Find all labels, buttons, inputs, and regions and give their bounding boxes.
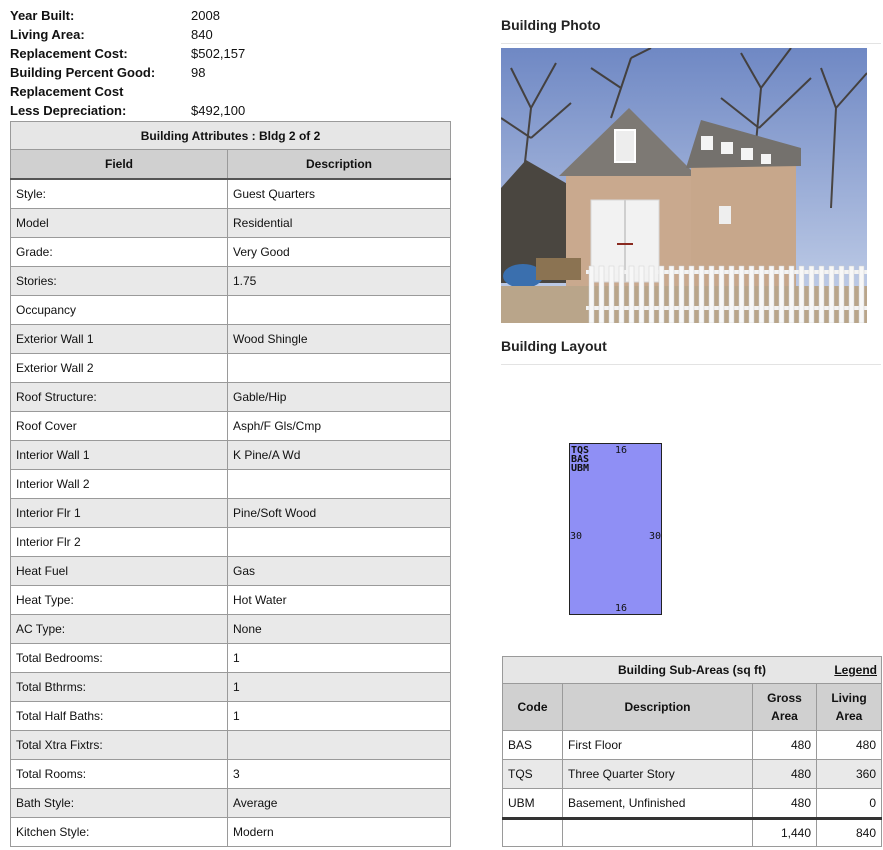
- table-row: [11, 383, 451, 412]
- sketch-code-bas: BAS: [571, 454, 590, 465]
- year-built-value: 2008: [191, 8, 220, 23]
- gross-area-cell: 480: [753, 760, 817, 789]
- percent-good-label: Building Percent Good:: [10, 65, 156, 80]
- field-cell: Grade:: [11, 238, 228, 267]
- description-cell: Guest Quarters: [228, 179, 451, 209]
- field-cell: Kitchen Style:: [11, 818, 228, 847]
- description-cell: Gas: [228, 557, 451, 586]
- field-cell: Heat Fuel: [11, 557, 228, 586]
- percent-good-row: [10, 63, 440, 82]
- description-cell: Three Quarter Story: [563, 760, 753, 789]
- table-row: [11, 238, 451, 267]
- table-row: [11, 296, 451, 325]
- description-cell: Very Good: [228, 238, 451, 267]
- table-row: [11, 528, 451, 557]
- table-row: [503, 760, 882, 789]
- sketch-code-tqs: TQS: [571, 445, 590, 456]
- field-cell: Total Rooms:: [11, 760, 228, 789]
- living-area-value: 840: [191, 27, 213, 42]
- subareas-header-row: [503, 684, 882, 731]
- description-cell: First Floor: [563, 731, 753, 760]
- rcld-value: $492,100: [191, 103, 246, 118]
- description-cell: Average: [228, 789, 451, 818]
- sketch-code-ubm: UBM: [571, 463, 590, 474]
- sketch-dim-bottom: 16: [615, 603, 628, 614]
- layout-title-divider: [501, 364, 881, 365]
- gross-header-line1: Gross: [767, 691, 802, 705]
- rcld-label-row: [10, 82, 440, 101]
- attributes-caption-row: [11, 122, 451, 150]
- description-cell: Modern: [228, 818, 451, 847]
- replacement-cost-row: [10, 44, 440, 63]
- description-column-header: Description: [563, 684, 753, 731]
- field-cell: Interior Flr 2: [11, 528, 228, 557]
- sketch-dim-left: 30: [570, 531, 583, 542]
- description-cell: Residential: [228, 209, 451, 238]
- table-row: [503, 731, 882, 760]
- building-summary: [10, 6, 440, 120]
- table-row: [11, 325, 451, 354]
- description-cell: 1: [228, 644, 451, 673]
- table-row: [11, 412, 451, 441]
- total-gross-area: 1,440: [753, 819, 817, 847]
- living-header-line1: Living: [831, 691, 867, 705]
- replacement-cost-value: $502,157: [191, 46, 246, 61]
- description-cell: [228, 354, 451, 383]
- subareas-caption-cell: [503, 657, 882, 684]
- field-cell: AC Type:: [11, 615, 228, 644]
- description-cell: Pine/Soft Wood: [228, 499, 451, 528]
- replacement-cost-label: Replacement Cost:: [10, 46, 128, 61]
- living-area-cell: 360: [817, 760, 882, 789]
- description-cell: K Pine/A Wd: [228, 441, 451, 470]
- field-cell: Bath Style:: [11, 789, 228, 818]
- field-cell: Model: [11, 209, 228, 238]
- living-area-row: [10, 25, 440, 44]
- code-cell: UBM: [503, 789, 563, 819]
- field-cell: Stories:: [11, 267, 228, 296]
- description-column-header: Description: [228, 150, 451, 180]
- field-column-header: Field: [11, 150, 228, 180]
- field-cell: Total Xtra Fixtrs:: [11, 731, 228, 760]
- table-row: [11, 470, 451, 499]
- table-row: [11, 644, 451, 673]
- rcld-label-line1: Replacement Cost: [10, 84, 124, 99]
- description-cell: Gable/Hip: [228, 383, 451, 412]
- description-cell: 1: [228, 673, 451, 702]
- table-row: [11, 209, 451, 238]
- description-cell: Hot Water: [228, 586, 451, 615]
- field-cell: Exterior Wall 2: [11, 354, 228, 383]
- code-column-header: Code: [503, 684, 563, 731]
- table-row: [11, 673, 451, 702]
- photo-title-divider: [501, 43, 881, 44]
- table-row: [11, 441, 451, 470]
- table-row: [11, 702, 451, 731]
- table-row: [11, 789, 451, 818]
- table-row: [11, 586, 451, 615]
- sketch-dim-right: 30: [649, 531, 662, 542]
- living-header-line2: Area: [835, 709, 863, 723]
- attributes-header-row: [11, 150, 451, 180]
- subareas-caption-row: [503, 657, 882, 684]
- building-photo-image: [501, 48, 867, 323]
- building-layout-sketch: [569, 443, 662, 615]
- table-row: [11, 731, 451, 760]
- rcld-label-line2: Less Depreciation:: [10, 103, 127, 118]
- description-cell: [228, 296, 451, 325]
- table-row: [11, 354, 451, 383]
- field-cell: Roof Structure:: [11, 383, 228, 412]
- table-row: [11, 179, 451, 209]
- field-cell: Exterior Wall 1: [11, 325, 228, 354]
- field-cell: Roof Cover: [11, 412, 228, 441]
- description-cell: Asph/F Gls/Cmp: [228, 412, 451, 441]
- building-attributes-table: [10, 121, 451, 847]
- field-cell: Interior Wall 1: [11, 441, 228, 470]
- field-cell: Total Half Baths:: [11, 702, 228, 731]
- description-cell: Wood Shingle: [228, 325, 451, 354]
- legend-link[interactable]: Legend: [834, 663, 877, 677]
- living-area-cell: 480: [817, 731, 882, 760]
- living-area-cell: 0: [817, 789, 882, 819]
- sketch-dim-top: 16: [615, 445, 628, 456]
- gross-area-column-header: [753, 684, 817, 731]
- percent-good-value: 98: [191, 65, 206, 80]
- year-built-row: [10, 6, 440, 25]
- table-row: [11, 267, 451, 296]
- building-layout-title: Building Layout: [501, 338, 607, 354]
- gross-area-cell: 480: [753, 789, 817, 819]
- description-cell: 1: [228, 702, 451, 731]
- building-photo-title: Building Photo: [501, 17, 601, 33]
- description-cell: 1.75: [228, 267, 451, 296]
- table-row: [503, 789, 882, 819]
- table-row: [11, 557, 451, 586]
- description-cell: [228, 731, 451, 760]
- table-row: [11, 499, 451, 528]
- description-cell: None: [228, 615, 451, 644]
- subareas-caption: Building Sub-Areas (sq ft): [618, 663, 766, 677]
- table-row: [11, 818, 451, 847]
- gross-header-line2: Area: [771, 709, 798, 723]
- field-cell: Heat Type:: [11, 586, 228, 615]
- totals-row: [503, 819, 882, 847]
- building-photo: [501, 48, 867, 323]
- code-cell: BAS: [503, 731, 563, 760]
- total-description-cell: [563, 819, 753, 847]
- rcld-row: [10, 101, 440, 120]
- field-cell: Interior Flr 1: [11, 499, 228, 528]
- table-row: [11, 760, 451, 789]
- field-cell: Occupancy: [11, 296, 228, 325]
- attributes-caption: Building Attributes : Bldg 2 of 2: [11, 122, 451, 150]
- field-cell: Total Bthrms:: [11, 673, 228, 702]
- description-cell: Basement, Unfinished: [563, 789, 753, 819]
- total-living-area: 840: [817, 819, 882, 847]
- field-cell: Total Bedrooms:: [11, 644, 228, 673]
- field-cell: Style:: [11, 179, 228, 209]
- code-cell: TQS: [503, 760, 563, 789]
- total-code-cell: [503, 819, 563, 847]
- description-cell: [228, 470, 451, 499]
- building-subareas-table: [502, 656, 882, 847]
- field-cell: Interior Wall 2: [11, 470, 228, 499]
- description-cell: 3: [228, 760, 451, 789]
- living-area-label: Living Area:: [10, 27, 85, 42]
- table-row: [11, 615, 451, 644]
- description-cell: [228, 528, 451, 557]
- living-area-column-header: [817, 684, 882, 731]
- year-built-label: Year Built:: [10, 8, 75, 23]
- gross-area-cell: 480: [753, 731, 817, 760]
